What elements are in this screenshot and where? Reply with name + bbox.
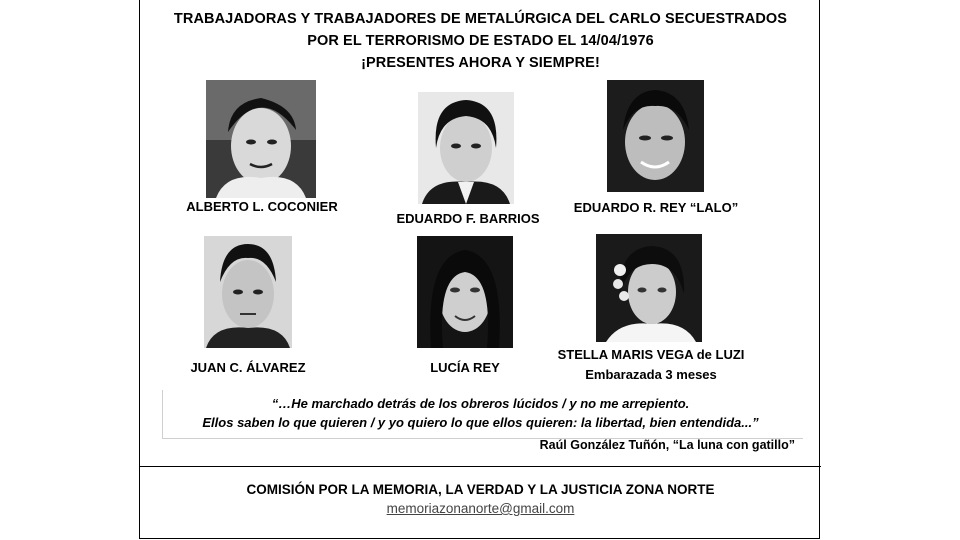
photo-lucia-rey bbox=[417, 236, 513, 348]
title-line-1: TRABAJADORAS Y TRABAJADORES DE METALÚRGICA DEL CARLO SECUESTRADOS bbox=[173, 11, 788, 27]
person-note: Embarazada 3 meses bbox=[585, 367, 717, 382]
footer-organization: COMISIÓN POR LA MEMORIA, LA VERDAD Y LA JUSTICIA ZONA NORTE bbox=[246, 482, 715, 497]
photo-alberto-coconier bbox=[206, 80, 316, 198]
photo-stella-maris-vega bbox=[596, 234, 702, 342]
title-line-2: POR EL TERRORISMO DE ESTADO EL 14/04/1976 bbox=[307, 33, 654, 49]
memorial-poster bbox=[139, 0, 820, 539]
quote-line-1: “…He marchado detrás de los obreros lúcidos / y no me arrepiento. bbox=[271, 396, 690, 411]
title-line-3: ¡PRESENTES AHORA Y SIEMPRE! bbox=[361, 55, 600, 71]
photo-eduardo-barrios bbox=[418, 92, 514, 204]
footer-email-link[interactable]: memoriazonanorte@gmail.com bbox=[386, 501, 575, 516]
quote-line-2: Ellos saben lo que quieren / y yo quiero lo que ellos quieren: la libertad, bien entendida...” bbox=[202, 415, 759, 430]
person-name: JUAN C. ÁLVAREZ bbox=[190, 360, 306, 375]
photo-eduardo-rey bbox=[607, 80, 704, 192]
person-name: LUCÍA REY bbox=[430, 360, 500, 375]
person-name: STELLA MARIS VEGA de LUZI bbox=[557, 347, 745, 362]
person-name: EDUARDO R. REY “LALO” bbox=[573, 200, 739, 215]
person-name: ALBERTO L. COCONIER bbox=[186, 199, 338, 214]
footer-divider bbox=[140, 466, 821, 467]
quote-attribution: Raúl González Tuñón, “La luna con gatillo” bbox=[539, 438, 795, 452]
person-name: EDUARDO F. BARRIOS bbox=[396, 211, 540, 226]
photo-juan-alvarez bbox=[204, 236, 292, 348]
